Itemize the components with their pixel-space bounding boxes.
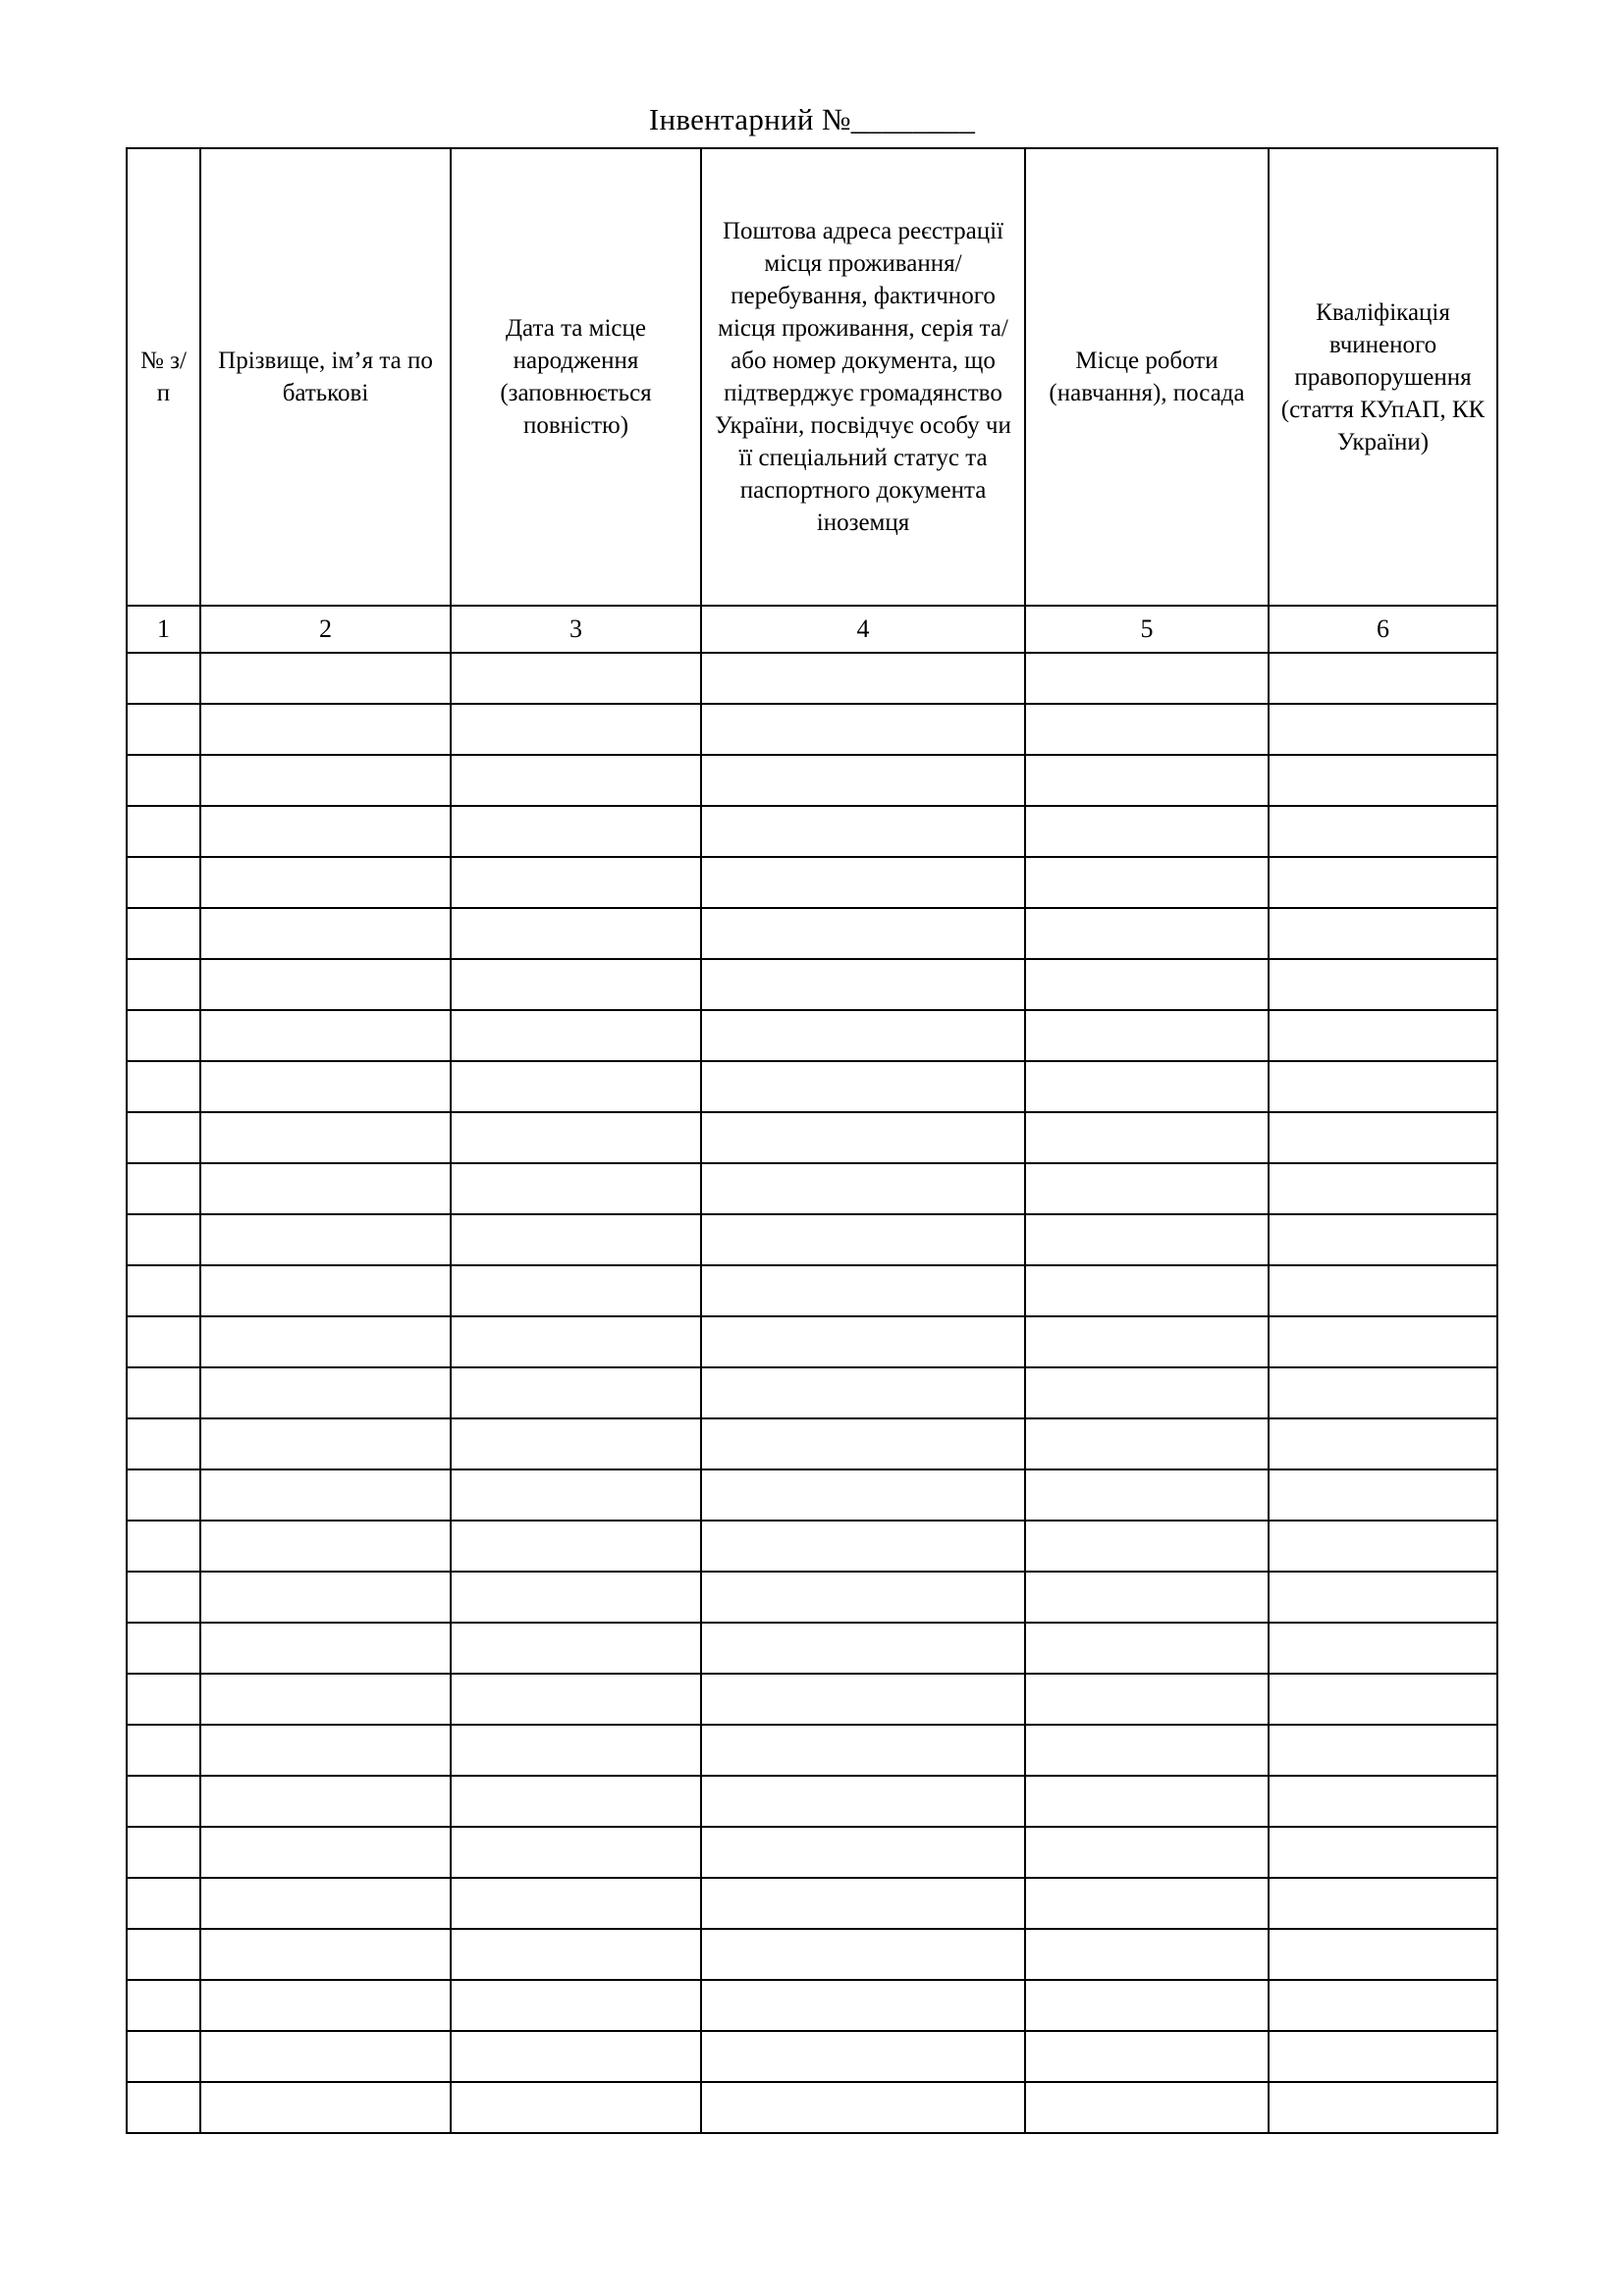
empty-cell: [1025, 1010, 1269, 1061]
empty-cell: [1269, 1878, 1497, 1929]
empty-cell: [451, 1265, 701, 1316]
empty-cell: [1269, 1725, 1497, 1776]
empty-cell: [1269, 1418, 1497, 1469]
empty-cell: [127, 908, 200, 959]
empty-cell: [451, 2031, 701, 2082]
empty-cell: [200, 1776, 451, 1827]
empty-cell: [1025, 1776, 1269, 1827]
empty-cell: [451, 1316, 701, 1367]
col-header-full-name: Прізвище, ім’я та по батькові: [200, 148, 451, 606]
table-row: [127, 1010, 1497, 1061]
inventory-number-title: Інвентарний №________: [648, 102, 976, 136]
empty-cell: [701, 1214, 1025, 1265]
table-row: [127, 1061, 1497, 1112]
empty-cell: [1025, 1980, 1269, 2031]
empty-cell: [451, 1214, 701, 1265]
empty-cell: [701, 1163, 1025, 1214]
empty-cell: [200, 1316, 451, 1367]
empty-cell: [1269, 1623, 1497, 1674]
empty-cell: [1269, 755, 1497, 806]
empty-cell: [200, 1265, 451, 1316]
empty-cell: [127, 1163, 200, 1214]
empty-cell: [1269, 1061, 1497, 1112]
table-row: [127, 1163, 1497, 1214]
empty-cell: [1025, 806, 1269, 857]
empty-cell: [1269, 1572, 1497, 1623]
empty-cell: [701, 1367, 1025, 1418]
empty-cell: [1025, 1061, 1269, 1112]
empty-cell: [1269, 1469, 1497, 1521]
empty-cell: [701, 959, 1025, 1010]
empty-cell: [200, 1418, 451, 1469]
empty-cell: [451, 1623, 701, 1674]
empty-cell: [200, 2082, 451, 2133]
table-row: [127, 1469, 1497, 1521]
empty-cell: [1269, 1265, 1497, 1316]
empty-cell: [200, 2031, 451, 2082]
empty-cell: [1025, 653, 1269, 704]
empty-cell: [200, 1367, 451, 1418]
table-row: [127, 2082, 1497, 2133]
empty-cell: [200, 1623, 451, 1674]
empty-cell: [127, 653, 200, 704]
empty-cell: [1269, 1521, 1497, 1572]
empty-cell: [1025, 1521, 1269, 1572]
empty-cell: [200, 1112, 451, 1163]
empty-cell: [1269, 1163, 1497, 1214]
table-row: [127, 1316, 1497, 1367]
empty-cell: [1025, 1265, 1269, 1316]
empty-cell: [701, 1725, 1025, 1776]
table-row: [127, 908, 1497, 959]
empty-cell: [451, 2082, 701, 2133]
empty-cell: [1025, 755, 1269, 806]
empty-cell: [200, 1980, 451, 2031]
empty-cell: [451, 1469, 701, 1521]
empty-cell: [127, 1521, 200, 1572]
empty-cell: [451, 1112, 701, 1163]
table-row: [127, 704, 1497, 755]
empty-cell: [1269, 1367, 1497, 1418]
empty-cell: [451, 1878, 701, 1929]
table-row: [127, 1929, 1497, 1980]
empty-cell: [1269, 1674, 1497, 1725]
empty-cell: [127, 1214, 200, 1265]
table-row: [127, 959, 1497, 1010]
empty-cell: [701, 1674, 1025, 1725]
empty-cell: [701, 857, 1025, 908]
empty-cell: [701, 2031, 1025, 2082]
empty-cell: [1025, 1367, 1269, 1418]
empty-cell: [1025, 1418, 1269, 1469]
table-row: [127, 2031, 1497, 2082]
empty-cell: [1025, 1316, 1269, 1367]
empty-cell: [1025, 1878, 1269, 1929]
empty-cell: [451, 1776, 701, 1827]
empty-cell: [127, 959, 200, 1010]
empty-cell: [1025, 1112, 1269, 1163]
empty-cell: [1269, 1316, 1497, 1367]
empty-cell: [200, 755, 451, 806]
empty-cell: [127, 1623, 200, 1674]
empty-cell: [451, 1827, 701, 1878]
empty-cell: [701, 908, 1025, 959]
empty-cell: [127, 755, 200, 806]
empty-cell: [1025, 857, 1269, 908]
empty-cell: [200, 1674, 451, 1725]
table-row: [127, 1214, 1497, 1265]
empty-cell: [1269, 2031, 1497, 2082]
empty-cell: [1269, 806, 1497, 857]
empty-cell: [701, 806, 1025, 857]
empty-cell: [127, 1367, 200, 1418]
empty-cell: [701, 1878, 1025, 1929]
empty-cell: [127, 1469, 200, 1521]
empty-cell: [127, 704, 200, 755]
records-table-body: [127, 653, 1497, 2133]
empty-cell: [200, 908, 451, 959]
empty-cell: [200, 1010, 451, 1061]
empty-cell: [1269, 704, 1497, 755]
empty-cell: [1269, 908, 1497, 959]
empty-cell: [1025, 1725, 1269, 1776]
empty-cell: [701, 1010, 1025, 1061]
empty-cell: [200, 959, 451, 1010]
empty-cell: [1269, 1214, 1497, 1265]
empty-cell: [200, 704, 451, 755]
empty-cell: [200, 1572, 451, 1623]
empty-cell: [451, 1572, 701, 1623]
empty-cell: [1025, 1572, 1269, 1623]
empty-cell: [451, 1163, 701, 1214]
empty-cell: [127, 1010, 200, 1061]
empty-cell: [127, 1265, 200, 1316]
empty-cell: [701, 653, 1025, 704]
empty-cell: [701, 1265, 1025, 1316]
empty-cell: [1025, 1929, 1269, 1980]
empty-cell: [127, 857, 200, 908]
empty-cell: [200, 1521, 451, 1572]
col-header-row-number: № з/п: [127, 148, 200, 606]
empty-cell: [1269, 1827, 1497, 1878]
empty-cell: [1025, 2031, 1269, 2082]
table-row: [127, 806, 1497, 857]
empty-cell: [1269, 1929, 1497, 1980]
empty-cell: [701, 2082, 1025, 2133]
empty-cell: [127, 1572, 200, 1623]
col-header-workplace: Місце роботи (навчання), посада: [1025, 148, 1269, 606]
empty-cell: [200, 806, 451, 857]
empty-cell: [127, 2082, 200, 2133]
empty-cell: [127, 1878, 200, 1929]
empty-cell: [701, 1316, 1025, 1367]
table-row: [127, 1418, 1497, 1469]
empty-cell: [1269, 653, 1497, 704]
empty-cell: [1025, 908, 1269, 959]
empty-cell: [701, 1469, 1025, 1521]
table-row: [127, 1367, 1497, 1418]
empty-cell: [451, 1061, 701, 1112]
column-number: 4: [701, 606, 1025, 653]
empty-cell: [701, 1061, 1025, 1112]
table-row: [127, 857, 1497, 908]
table-row: [127, 755, 1497, 806]
empty-cell: [1269, 959, 1497, 1010]
empty-cell: [451, 1367, 701, 1418]
empty-cell: [701, 1572, 1025, 1623]
empty-cell: [200, 1469, 451, 1521]
empty-cell: [451, 1010, 701, 1061]
empty-cell: [127, 806, 200, 857]
empty-cell: [701, 1776, 1025, 1827]
empty-cell: [127, 1929, 200, 1980]
empty-cell: [701, 704, 1025, 755]
empty-cell: [200, 1163, 451, 1214]
empty-cell: [1025, 1827, 1269, 1878]
table-header-row: [127, 148, 1497, 606]
empty-cell: [1025, 2082, 1269, 2133]
empty-cell: [451, 755, 701, 806]
empty-cell: [451, 1725, 701, 1776]
empty-cell: [127, 1980, 200, 2031]
empty-cell: [1269, 1010, 1497, 1061]
empty-cell: [701, 755, 1025, 806]
empty-cell: [200, 1878, 451, 1929]
empty-cell: [1269, 857, 1497, 908]
col-header-birth-date-place: Дата та місце народження (заповнюється повністю): [451, 148, 701, 606]
column-number: 5: [1025, 606, 1269, 653]
empty-cell: [451, 908, 701, 959]
empty-cell: [701, 1980, 1025, 2031]
column-number: 6: [1269, 606, 1497, 653]
empty-cell: [1269, 1980, 1497, 2031]
empty-cell: [127, 1776, 200, 1827]
table-row: [127, 1725, 1497, 1776]
column-number: 2: [200, 606, 451, 653]
empty-cell: [127, 1112, 200, 1163]
empty-cell: [451, 806, 701, 857]
column-number: 1: [127, 606, 200, 653]
empty-cell: [451, 959, 701, 1010]
empty-cell: [200, 1827, 451, 1878]
empty-cell: [1025, 704, 1269, 755]
empty-cell: [200, 1929, 451, 1980]
empty-cell: [127, 2031, 200, 2082]
empty-cell: [1025, 1163, 1269, 1214]
empty-cell: [701, 1418, 1025, 1469]
col-header-address-documents: Поштова адреса реєстрації місця проживання/ перебування, фактичного місця проживання, серія та/або номер документа, що підтверджує громадянство України, посвідчує особу чи її спеціальний статус та паспортного документа іноземця: [701, 148, 1025, 606]
empty-cell: [1025, 1623, 1269, 1674]
empty-cell: [1025, 1674, 1269, 1725]
empty-cell: [451, 1418, 701, 1469]
registry-table: [126, 147, 1498, 2134]
empty-cell: [127, 1725, 200, 1776]
empty-cell: [701, 1827, 1025, 1878]
empty-cell: [1269, 2082, 1497, 2133]
table-row: [127, 1827, 1497, 1878]
table-row: [127, 1623, 1497, 1674]
empty-cell: [701, 1112, 1025, 1163]
empty-cell: [1025, 1214, 1269, 1265]
empty-cell: [200, 653, 451, 704]
empty-cell: [451, 1929, 701, 1980]
table-row: [127, 653, 1497, 704]
table-row: [127, 1521, 1497, 1572]
empty-cell: [701, 1623, 1025, 1674]
table-row: [127, 1572, 1497, 1623]
empty-cell: [127, 1674, 200, 1725]
table-row: [127, 1980, 1497, 2031]
empty-cell: [451, 1980, 701, 2031]
empty-cell: [451, 653, 701, 704]
column-number-row: [127, 606, 1497, 653]
empty-cell: [127, 1418, 200, 1469]
col-header-offense-qualification: Кваліфікація вчиненого правопорушення (стаття КУпАП, КК України): [1269, 148, 1497, 606]
table-row: [127, 1776, 1497, 1827]
empty-cell: [200, 1061, 451, 1112]
empty-cell: [127, 1061, 200, 1112]
empty-cell: [451, 1521, 701, 1572]
empty-cell: [200, 1214, 451, 1265]
column-number: 3: [451, 606, 701, 653]
empty-cell: [200, 857, 451, 908]
empty-cell: [200, 1725, 451, 1776]
empty-cell: [1269, 1112, 1497, 1163]
empty-cell: [451, 857, 701, 908]
table-row: [127, 1878, 1497, 1929]
empty-cell: [451, 704, 701, 755]
table-row: [127, 1112, 1497, 1163]
empty-cell: [1025, 959, 1269, 1010]
empty-cell: [701, 1521, 1025, 1572]
empty-cell: [1269, 1776, 1497, 1827]
table-row: [127, 1674, 1497, 1725]
empty-cell: [127, 1827, 200, 1878]
empty-cell: [1025, 1469, 1269, 1521]
empty-cell: [451, 1674, 701, 1725]
table-row: [127, 1265, 1497, 1316]
empty-cell: [701, 1929, 1025, 1980]
empty-cell: [127, 1316, 200, 1367]
